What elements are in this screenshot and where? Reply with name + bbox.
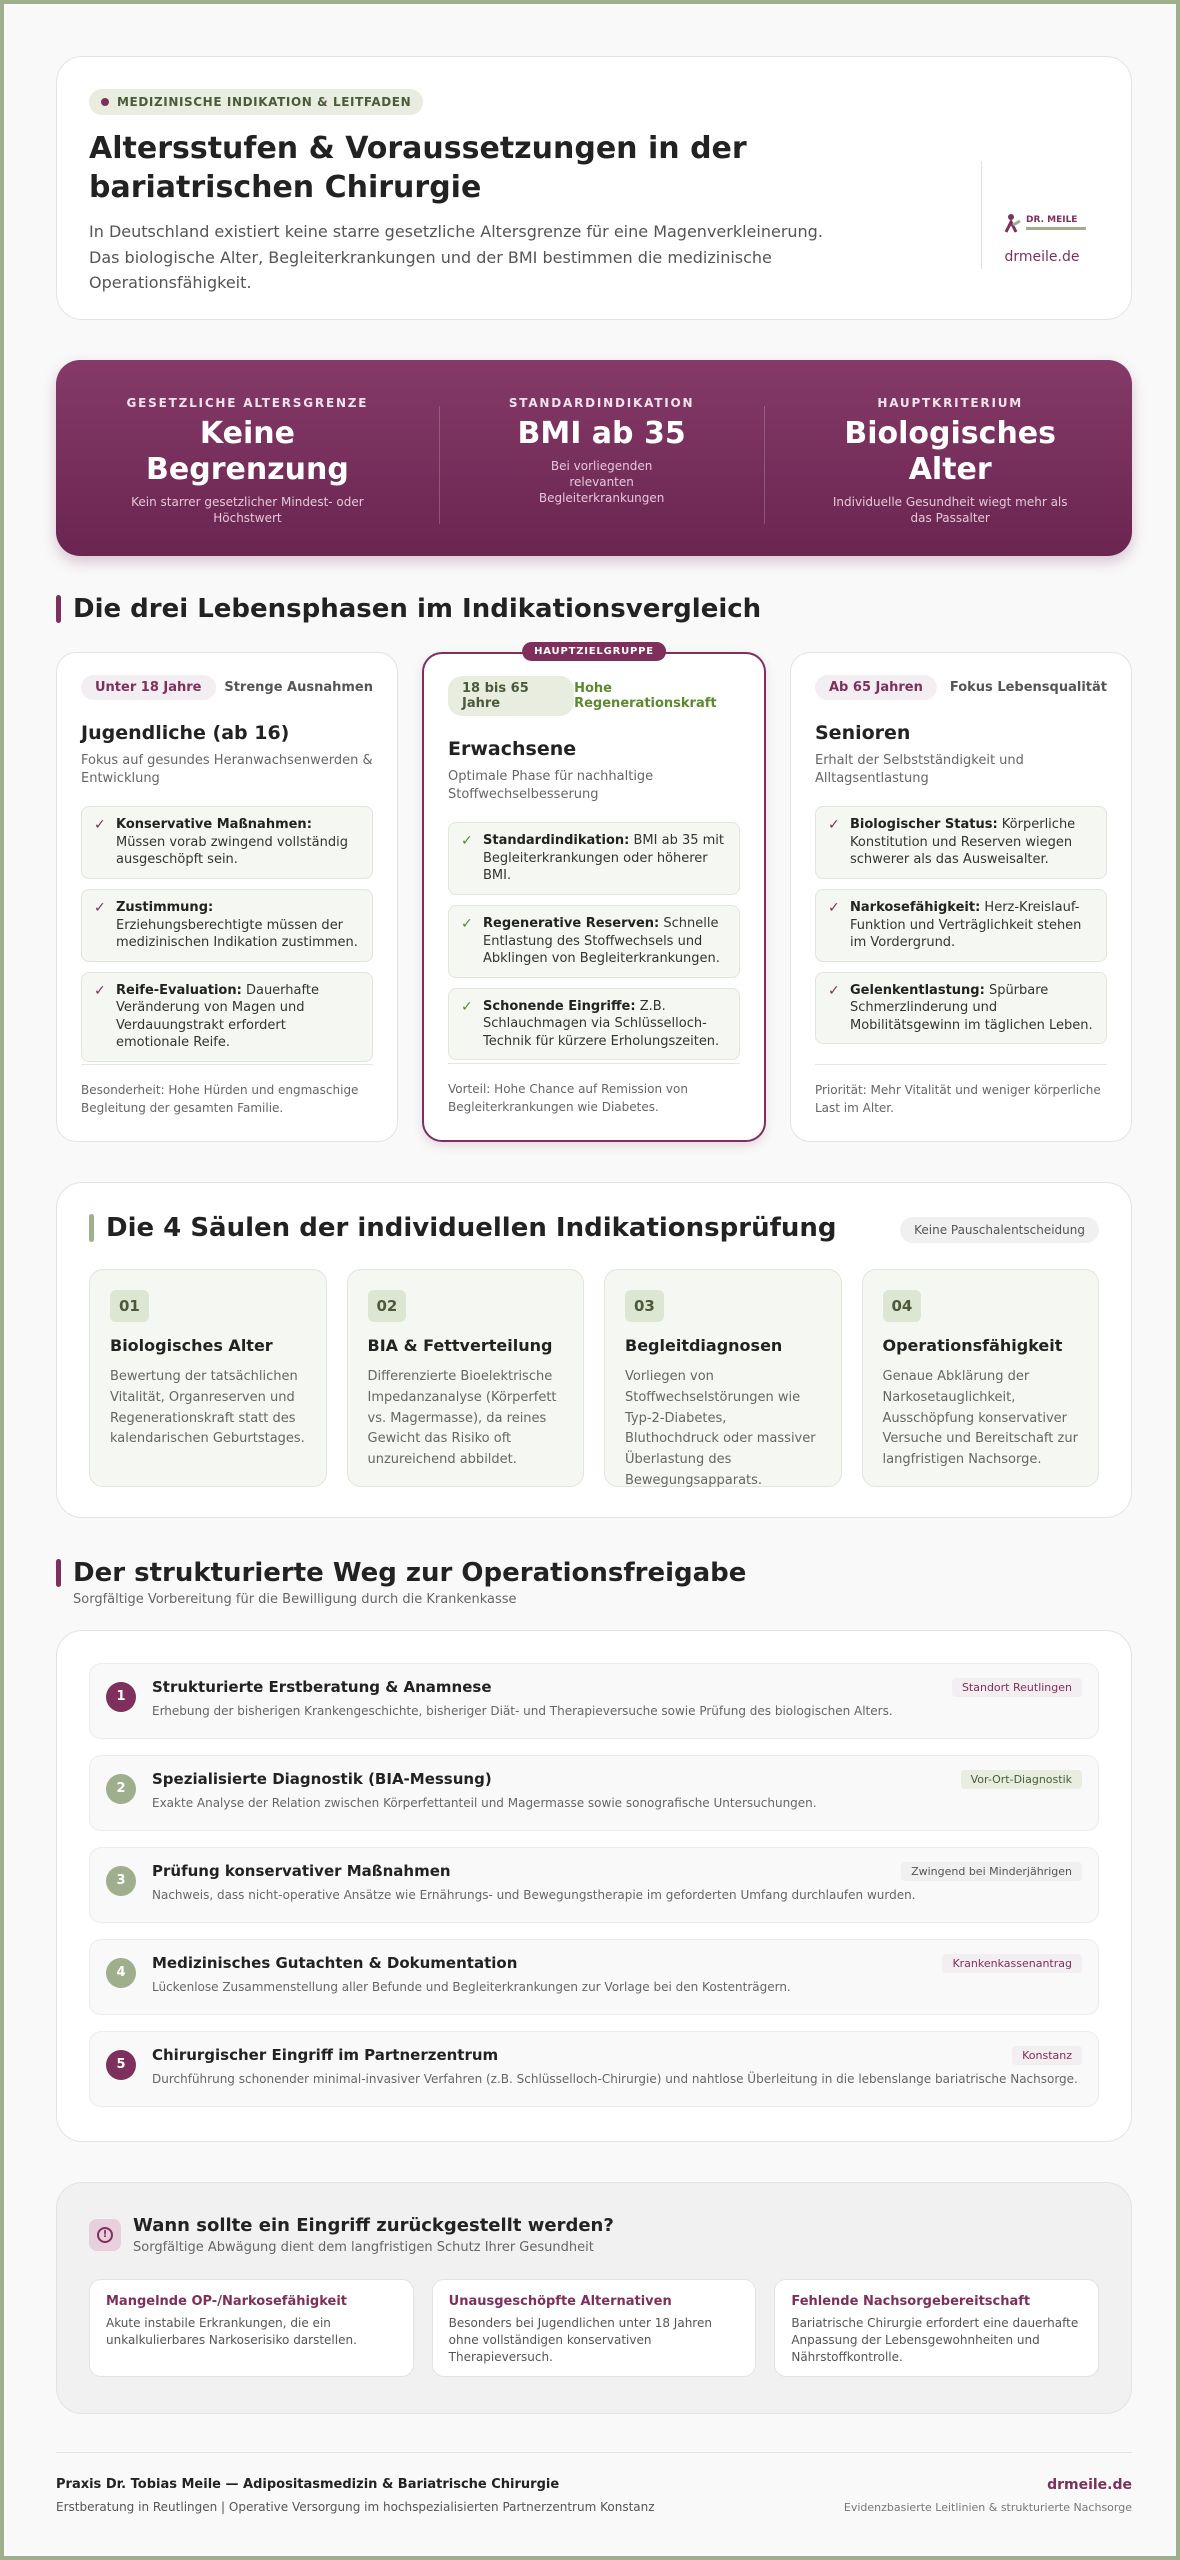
reason-title: Mangelnde OP-/Narkosefähigkeit	[106, 2294, 348, 2309]
banner-value: Biologisches Alter	[844, 416, 1057, 487]
pillar-title: Begleitdiagnosen	[625, 1336, 783, 1355]
postpone-reason	[89, 2279, 414, 2377]
pillar-text: Bewertung der tatsächlichen Vitalität, Organreserven und Regenerationskraft statt des kalendarischen Geburtstages.	[110, 1369, 305, 1447]
banner-label: STANDARDINDIKATION	[508, 396, 695, 410]
check-icon: ✓	[461, 916, 473, 933]
pillar-title: Biologisches Alter	[110, 1336, 273, 1355]
pillar-text: Differenzierte Bioelektrische Impedanzanalyse (Körperfett vs. Magermasse), da reines Gewicht das Risiko oft unzureichend abbildet.	[367, 1369, 557, 1468]
phase-card-adults	[422, 646, 766, 1142]
heading-accent-bar	[56, 1559, 61, 1587]
step-tag: Vor-Ort-Diagnostik	[961, 1770, 1082, 1789]
check-item: ✓ Reife-Evaluation: Dauerhafte Veränderung von Magen und Verdauungstrakt erfordert emotionale Reife.	[81, 972, 373, 1062]
logo-url[interactable]: drmeile.de	[1004, 249, 1080, 265]
pillar-card	[604, 1269, 842, 1487]
step-desc: Nachweis, dass nicht-operative Ansätze wie Ernährungs- und Bewegungstherapie im geforderten Umfang durchlaufen wurden.	[152, 1888, 916, 1902]
check-icon: ✓	[828, 817, 840, 834]
logo-text: DR. MEILE	[1026, 214, 1078, 225]
footer-tagline: Evidenzbasierte Leitlinien & strukturierte Nachsorge	[843, 2501, 1132, 2514]
header-tag	[89, 89, 423, 115]
age-pill: Unter 18 Jahre	[81, 675, 216, 700]
banner-label: HAUPTKRITERIUM	[877, 396, 1024, 410]
check-item: ✓ Biologischer Status: Körperliche Konstitution und Reserven wiegen schwerer als das Ausweisalter.	[815, 806, 1107, 879]
section-title: Die 4 Säulen der individuellen Indikationsprüfung	[106, 1213, 837, 1243]
banner-col-criterion	[764, 360, 1136, 556]
pillar-number: 02	[368, 1290, 407, 1322]
postpone-title: Wann sollte ein Eingriff zurückgestellt werden?	[133, 2215, 614, 2236]
step-number: 1	[106, 1682, 136, 1712]
check-icon: ✓	[828, 900, 840, 917]
step-title: Chirurgischer Eingriff im Partnerzentrum	[152, 2046, 499, 2064]
section-title: Der strukturierte Weg zur Operationsfreigabe	[73, 1558, 747, 1588]
phase-desc: Optimale Phase für nachhaltige Stoffwechselbesserung	[448, 769, 654, 803]
pillar-text: Genaue Abklärung der Narkosetauglichkeit, Ausschöpfung konservativer Versuche und Bereitschaft zur langfristigen Nachsorge.	[882, 1369, 1078, 1468]
step-item	[89, 1663, 1099, 1739]
check-item: ✓ Regenerative Reserven: Schnelle Entlastung des Stoffwechsels und Abklingen von Begleiterkrankungen.	[448, 905, 740, 978]
page-title: Altersstufen & Voraussetzungen in der bariatrischen Chirurgie	[89, 131, 747, 205]
step-desc: Lückenlose Zusammenstellung aller Befunde und Begleiterkrankungen zur Vorlage bei den Kostenträgern.	[152, 1980, 791, 1994]
banner-col-age-limit	[56, 360, 439, 556]
steps-card	[56, 1630, 1132, 2142]
header-tag-text: MEDIZINISCHE INDIKATION & LEITFADEN	[117, 95, 412, 109]
footer-locations: Erstberatung in Reutlingen | Operative Versorgung im hochspezialisierten Partnerzentrum Konstanz	[56, 2500, 655, 2514]
check-item: ✓ Schonende Eingriffe: Z.B. Schlauchmagen via Schlüsselloch-Technik für kürzere Erholungszeiten.	[448, 988, 740, 1061]
postpone-card	[56, 2182, 1132, 2414]
postpone-subtitle: Sorgfältige Abwägung dient dem langfristigen Schutz Ihrer Gesundheit	[133, 2240, 594, 2255]
check-icon: ✓	[461, 833, 473, 850]
banner-col-indication	[439, 360, 765, 556]
step-title: Medizinisches Gutachten & Dokumentation	[152, 1954, 518, 1972]
phase-desc: Fokus auf gesundes Heranwachsenwerden & Entwicklung	[81, 753, 373, 787]
reason-text: Besonders bei Jugendlichen unter 18 Jahren ohne vollständigen konservativen Therapieversuch.	[448, 2316, 712, 2364]
phase-focus: Strenge Ausnahmen	[224, 680, 373, 695]
age-pill: 18 bis 65 Jahre	[448, 676, 574, 716]
featured-badge: HAUPTZIELGRUPPE	[522, 642, 666, 661]
pillar-text: Vorliegen von Stoffwechselstörungen wie Typ-2-Diabetes, Bluthochdruck oder massiver Überlastung des Bewegungsapparats.	[625, 1369, 816, 1488]
reason-text: Akute instabile Erkrankungen, die ein unkalkulierbares Narkoserisiko darstellen.	[106, 2316, 357, 2347]
header-card	[56, 56, 1132, 320]
postpone-reason	[432, 2279, 757, 2377]
phase-card-seniors	[790, 652, 1132, 1142]
reason-title: Fehlende Nachsorgebereitschaft	[791, 2294, 1031, 2309]
banner-sub: Kein starrer gesetzlicher Mindest- oder Höchstwert	[131, 495, 364, 526]
heading-accent-bar	[89, 1214, 94, 1242]
step-tag: Standort Reutlingen	[952, 1678, 1082, 1697]
check-item: ✓ Zustimmung: Erziehungsberechtigte müssen der medizinischen Indikation zustimmen.	[81, 889, 373, 962]
logo-block[interactable]	[981, 161, 1101, 269]
phase-focus: Fokus Lebensqualität	[949, 680, 1107, 695]
phase-footnote: Priorität: Mehr Vitalität und weniger körperliche Last im Alter.	[815, 1064, 1107, 1117]
logo-underline	[1026, 227, 1086, 230]
step-desc: Exakte Analyse der Relation zwischen Körperfettanteil und Magermasse sowie sonografische Untersuchungen.	[152, 1796, 817, 1810]
phases-heading	[56, 594, 1132, 624]
footer-practice-name: Praxis Dr. Tobias Meile — Adipositasmedizin & Bariatrische Chirurgie	[56, 2477, 560, 2492]
reason-text: Bariatrische Chirurgie erfordert eine dauerhafte Anpassung der Lebensgewohnheiten und Nährstoffkontrolle.	[791, 2316, 1079, 2364]
check-item: ✓ Konservative Maßnahmen: Müssen vorab zwingend vollständig ausgeschöpft sein.	[81, 806, 373, 879]
logo-figure-icon	[1004, 213, 1022, 233]
step-number: 3	[106, 1866, 136, 1896]
step-desc: Erhebung der bisherigen Krankengeschichte, bisheriger Diät- und Therapieversuche sowie Prüfung des biologischen Alters.	[152, 1704, 893, 1718]
pillar-number: 04	[883, 1290, 922, 1322]
phase-desc: Erhalt der Selbstständigkeit und Alltagsentlastung	[815, 753, 1024, 787]
phase-focus: Hohe Regenerationskraft	[574, 681, 717, 711]
step-number: 2	[106, 1774, 136, 1804]
pillar-number: 03	[625, 1290, 664, 1322]
tag-dot-icon	[101, 98, 109, 106]
step-tag: Zwingend bei Minderjährigen	[901, 1862, 1082, 1881]
pillar-card	[862, 1269, 1100, 1487]
pillar-card	[347, 1269, 585, 1487]
step-title: Strukturierte Erstberatung & Anamnese	[152, 1678, 492, 1696]
pillar-card	[89, 1269, 327, 1487]
banner-sub: Individuelle Gesundheit wiegt mehr als das Passalter	[832, 495, 1068, 526]
pillars-tag: Keine Pauschalentscheidung	[900, 1217, 1099, 1243]
check-item: ✓ Gelenkentlastung: Spürbare Schmerzlinderung und Mobilitätsgewinn im täglichen Leben.	[815, 972, 1107, 1045]
banner-label: GESETZLICHE ALTERSGRENZE	[126, 396, 369, 410]
pillar-title: BIA & Fettverteilung	[367, 1336, 553, 1355]
check-icon: ✓	[828, 982, 840, 999]
phases-grid	[56, 646, 1132, 1142]
step-item	[89, 1939, 1099, 2015]
banner-value: Keine Begrenzung	[146, 416, 349, 487]
reason-title: Unausgeschöpfte Alternativen	[448, 2294, 672, 2309]
page-intro: In Deutschland existiert keine starre gesetzliche Altersgrenze für eine Magenverkleinerung. Das biologische Alter, Begleiterkrankungen und der BMI bestimmen die medizinische Operationsfähigkeit.	[89, 222, 823, 293]
step-title: Spezialisierte Diagnostik (BIA-Messung)	[152, 1770, 492, 1788]
phase-name: Erwachsene	[448, 738, 577, 760]
heading-accent-bar	[56, 595, 61, 623]
phase-footnote: Besonderheit: Hohe Hürden und engmaschige Begleitung der gesamten Familie.	[81, 1064, 373, 1117]
phase-name: Senioren	[815, 722, 911, 744]
section-title: Die drei Lebensphasen im Indikationsvergleich	[73, 594, 762, 624]
logo	[1004, 213, 1086, 233]
check-icon: ✓	[461, 998, 473, 1015]
check-icon: ✓	[94, 817, 106, 834]
check-item: ✓ Narkosefähigkeit: Herz-Kreislauf-Funktion und Verträglichkeit stehen im Vordergrund.	[815, 889, 1107, 962]
step-item	[89, 1755, 1099, 1831]
section-subtitle: Sorgfältige Vorbereitung für die Bewilligung durch die Krankenkasse	[73, 1592, 517, 1607]
steps-heading	[56, 1558, 1132, 1607]
step-number: 4	[106, 1958, 136, 1988]
key-facts-banner	[56, 360, 1132, 556]
pillar-title: Operationsfähigkeit	[882, 1336, 1063, 1355]
pillars-card	[56, 1182, 1132, 1518]
banner-sub: Bei vorliegenden relevanten Begleiterkrankungen	[538, 459, 665, 506]
step-tag: Konstanz	[1012, 2046, 1082, 2065]
phase-footnote: Vorteil: Hohe Chance auf Remission von Begleiterkrankungen wie Diabetes.	[448, 1063, 740, 1116]
check-item: ✓ Standardindikation: BMI ab 35 mit Begleiterkrankungen oder höherer BMI.	[448, 822, 740, 895]
step-item	[89, 1847, 1099, 1923]
step-title: Prüfung konservativer Maßnahmen	[152, 1862, 451, 1880]
postpone-reason	[774, 2279, 1099, 2377]
age-pill: Ab 65 Jahren	[815, 675, 937, 700]
alert-icon: !	[89, 2219, 121, 2251]
phase-name: Jugendliche (ab 16)	[81, 722, 290, 744]
check-icon: ✓	[94, 982, 106, 999]
phase-card-youth	[56, 652, 398, 1142]
check-icon: ✓	[94, 900, 106, 917]
footer	[56, 2452, 1132, 2522]
step-item	[89, 2031, 1099, 2107]
step-number: 5	[106, 2050, 136, 2080]
step-desc: Durchführung schonender minimal-invasiver Verfahren (z.B. Schlüsselloch-Chirurgie) und nahtlose Überleitung in die lebenslange bariatrische Nachsorge.	[152, 2072, 1078, 2086]
pillar-number: 01	[110, 1290, 149, 1322]
step-tag: Krankenkassenantrag	[942, 1954, 1082, 1973]
footer-website-link[interactable]: drmeile.de	[1047, 2477, 1132, 2493]
banner-value: BMI ab 35	[517, 416, 686, 451]
